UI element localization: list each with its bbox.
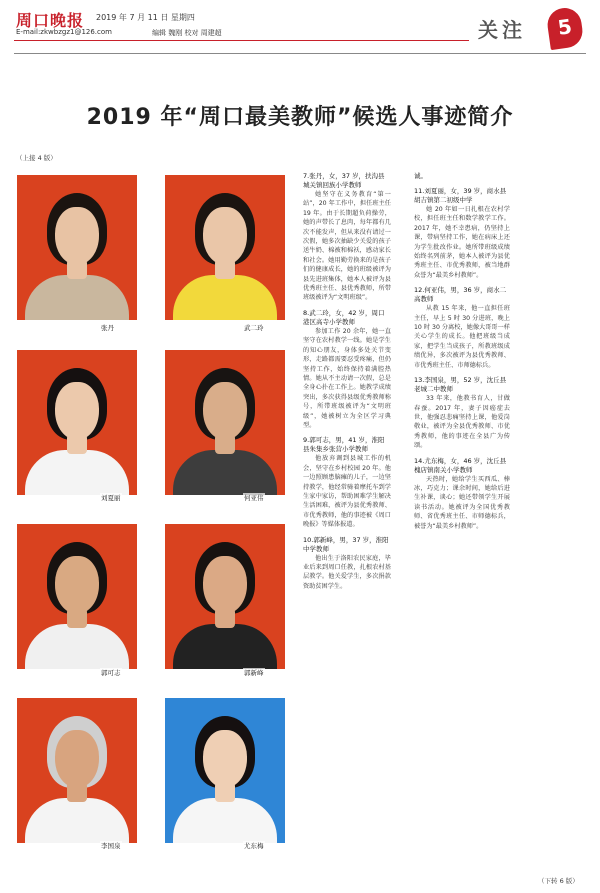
candidate-heading: 13.李国泉，男，52 岁，沈丘县老城二中教师 — [414, 376, 507, 394]
candidate-heading: 11.刘夏丽，女，39 岁，商水县胡吉镇第二初级中学 — [414, 187, 507, 204]
photo-caption: 何亚伟 — [244, 494, 264, 502]
masthead — [0, 0, 600, 60]
issue-date: 2019 年 7 月 11 日 星期四 — [96, 13, 195, 22]
candidate-entry — [303, 436, 391, 529]
photo-caption: 尤东梅 — [244, 842, 264, 850]
section-name: 关注 — [478, 18, 526, 42]
portrait-photo — [17, 350, 137, 495]
candidate-entry — [414, 376, 510, 450]
portrait-photo — [17, 175, 137, 320]
portrait-face — [55, 382, 99, 440]
candidate-story: 他放弃调到县城工作的机会，坚守在乡村校园 20 年。他一边照顾患脑瘫的儿子，一边坚持教学，他经常骑着摩托车到学生家中家访，帮助困难学生解决生活困难，被评为县优秀教师、市优秀教师，他的事迹被《周口晚报》等媒体报道。 — [303, 455, 391, 529]
portrait-neck — [67, 782, 87, 802]
photo-caption: 郭可志 — [101, 669, 121, 677]
portrait-face — [203, 730, 247, 788]
portrait-photo — [165, 175, 285, 320]
portrait-face — [55, 207, 99, 265]
candidate-story: 从教 15 年来，他一直担任班主任，早上 5 时 30 分进班，晚上 10 时 30 分离校，她像大哥哥一样关心学生的成长。他把班级当成家，把学生当成孩子，所教班级成绩优异，多次被评为县优秀教师、市优秀班主任、市师德标兵。 — [414, 305, 510, 369]
continued-to-note: （下转 6 版） — [538, 877, 579, 885]
candidate-story: 天热时，她给学生买西瓜、棒冰，巧克力；课余时间，她给后进生补课，谈心；她还带领学生开展读书活动。她被评为全国优秀教师、省优秀班主任、市师德标兵，被誉为“最美乡村教师”。 — [414, 475, 510, 530]
candidate-heading: 12.何亚伟，男，36 岁，商水二高教师 — [414, 286, 507, 304]
portrait-neck — [67, 259, 87, 279]
portrait-face — [55, 556, 99, 614]
page-title: 2019 年“周口最美教师”候选人事迹简介 — [86, 105, 514, 130]
candidate-story: 33 年来，他教书育人，甘做春蚕。2017 年，妻子因癌症去世，他强忍悲痛坚持上课，他爱岗敬业，被评为全县优秀教师、市优秀教师，他的事迹在全县广为传颂。 — [414, 395, 510, 450]
contact-email: E-mail:zkwbzgz1@126.com — [16, 28, 112, 36]
page-number-badge: 5 — [545, 6, 584, 50]
continued-text: 诚。 — [414, 172, 427, 180]
candidate-entry — [414, 172, 510, 181]
candidate-heading: 14.尤东梅，女，46 岁，沈丘县槐店镇南关小学教师 — [414, 456, 507, 474]
candidate-heading: 10.郭新峰，男，37 岁，淮阳中学教师 — [303, 535, 389, 553]
candidate-entry — [303, 172, 391, 303]
portrait-face — [203, 556, 247, 614]
portrait-photo — [165, 524, 285, 669]
candidate-entry — [303, 309, 391, 430]
portrait-neck — [215, 608, 235, 628]
newspaper-logo: 周口晚报 — [16, 11, 85, 30]
portrait-neck — [67, 608, 87, 628]
portrait-face — [55, 730, 99, 788]
candidate-story: 参加工作 20 余年，她一直坚守在农村教学一线。她是学生的知心朋友，身体多处关节变形，走路都需要忍受疼痛，但仍坚持工作，始终保持着满腔热情。她从不主动请一次假，总是全身心扑在工作上。她教学成绩突出，多次获得县级优秀教师称号，所带班级被评为“文明班级”，她被树立为全区学习典型。 — [303, 327, 391, 429]
candidate-heading: 7.张丹，女，37 岁，扶沟县城关镇回族小学教师 — [303, 172, 385, 189]
candidate-entry — [414, 286, 510, 370]
photo-caption: 武二玲 — [244, 324, 264, 332]
portrait-face — [203, 207, 247, 265]
photo-caption: 李国泉 — [101, 842, 121, 850]
photo-caption: 刘夏丽 — [101, 494, 121, 502]
candidate-entry — [414, 457, 510, 531]
candidate-heading: 8.武二玲，女，42 岁，周口港区高寺小学教师 — [303, 308, 385, 326]
candidate-story: 她坚守在义务教育“第一站”，20 年工作中，担任班主任 19 年。由于长期超负荷操劳，她的声带长了息肉，每年都有几次不能发声，但从来没有请过一次假，她多次抽缺少关爱的孩子送牛奶、棉被和棉袄，感动家长和社会。她用勤劳换来的是孩子们的健康成长，她的班级被评为县先进班集体，她本人被评为县优秀班主任、县优秀教师，所带班级被评为“文明班级”。 — [303, 191, 391, 302]
editors-credit: 编辑 魏刚 校对 周建超 — [152, 29, 222, 37]
candidate-entry — [414, 187, 510, 280]
portrait-neck — [215, 782, 235, 802]
header-rule — [14, 40, 469, 41]
portrait-photo — [165, 350, 285, 495]
candidate-story: 他出生于洛阳农民家庭，毕业后来到周口任教，扎根农村基层教学。他关爱学生，多次捐款资助贫困学生。 — [303, 554, 391, 590]
candidate-entry — [303, 536, 391, 592]
article-column-2 — [414, 172, 510, 872]
portrait-neck — [215, 259, 235, 279]
header-rule-bottom — [14, 53, 586, 54]
photo-caption: 张丹 — [101, 324, 114, 332]
portrait-photo — [17, 698, 137, 843]
portrait-neck — [215, 434, 235, 454]
candidate-heading: 9.郭可志，男，41 岁，淮阳县朱集乡张营小学教师 — [303, 436, 385, 454]
portrait-photo — [165, 698, 285, 843]
candidate-story: 她 20 年如一日扎根在农村学校，担任班主任和数学教学工作。2017 年，她不幸患病，仍坚持上课，带病坚持工作，她在病床上还为学生批改作业。她所带班级成绩始终名列前茅，她本人被评为县优秀班主任、市优秀教师，被当地群众誉为“最美乡村教师”。 — [414, 206, 510, 279]
article-column-1 — [303, 172, 391, 872]
portrait-face — [203, 382, 247, 440]
photo-caption: 郭新峰 — [244, 669, 264, 677]
continued-from-note: （上接 4 版） — [16, 154, 57, 162]
portrait-neck — [67, 434, 87, 454]
portrait-photo — [17, 524, 137, 669]
